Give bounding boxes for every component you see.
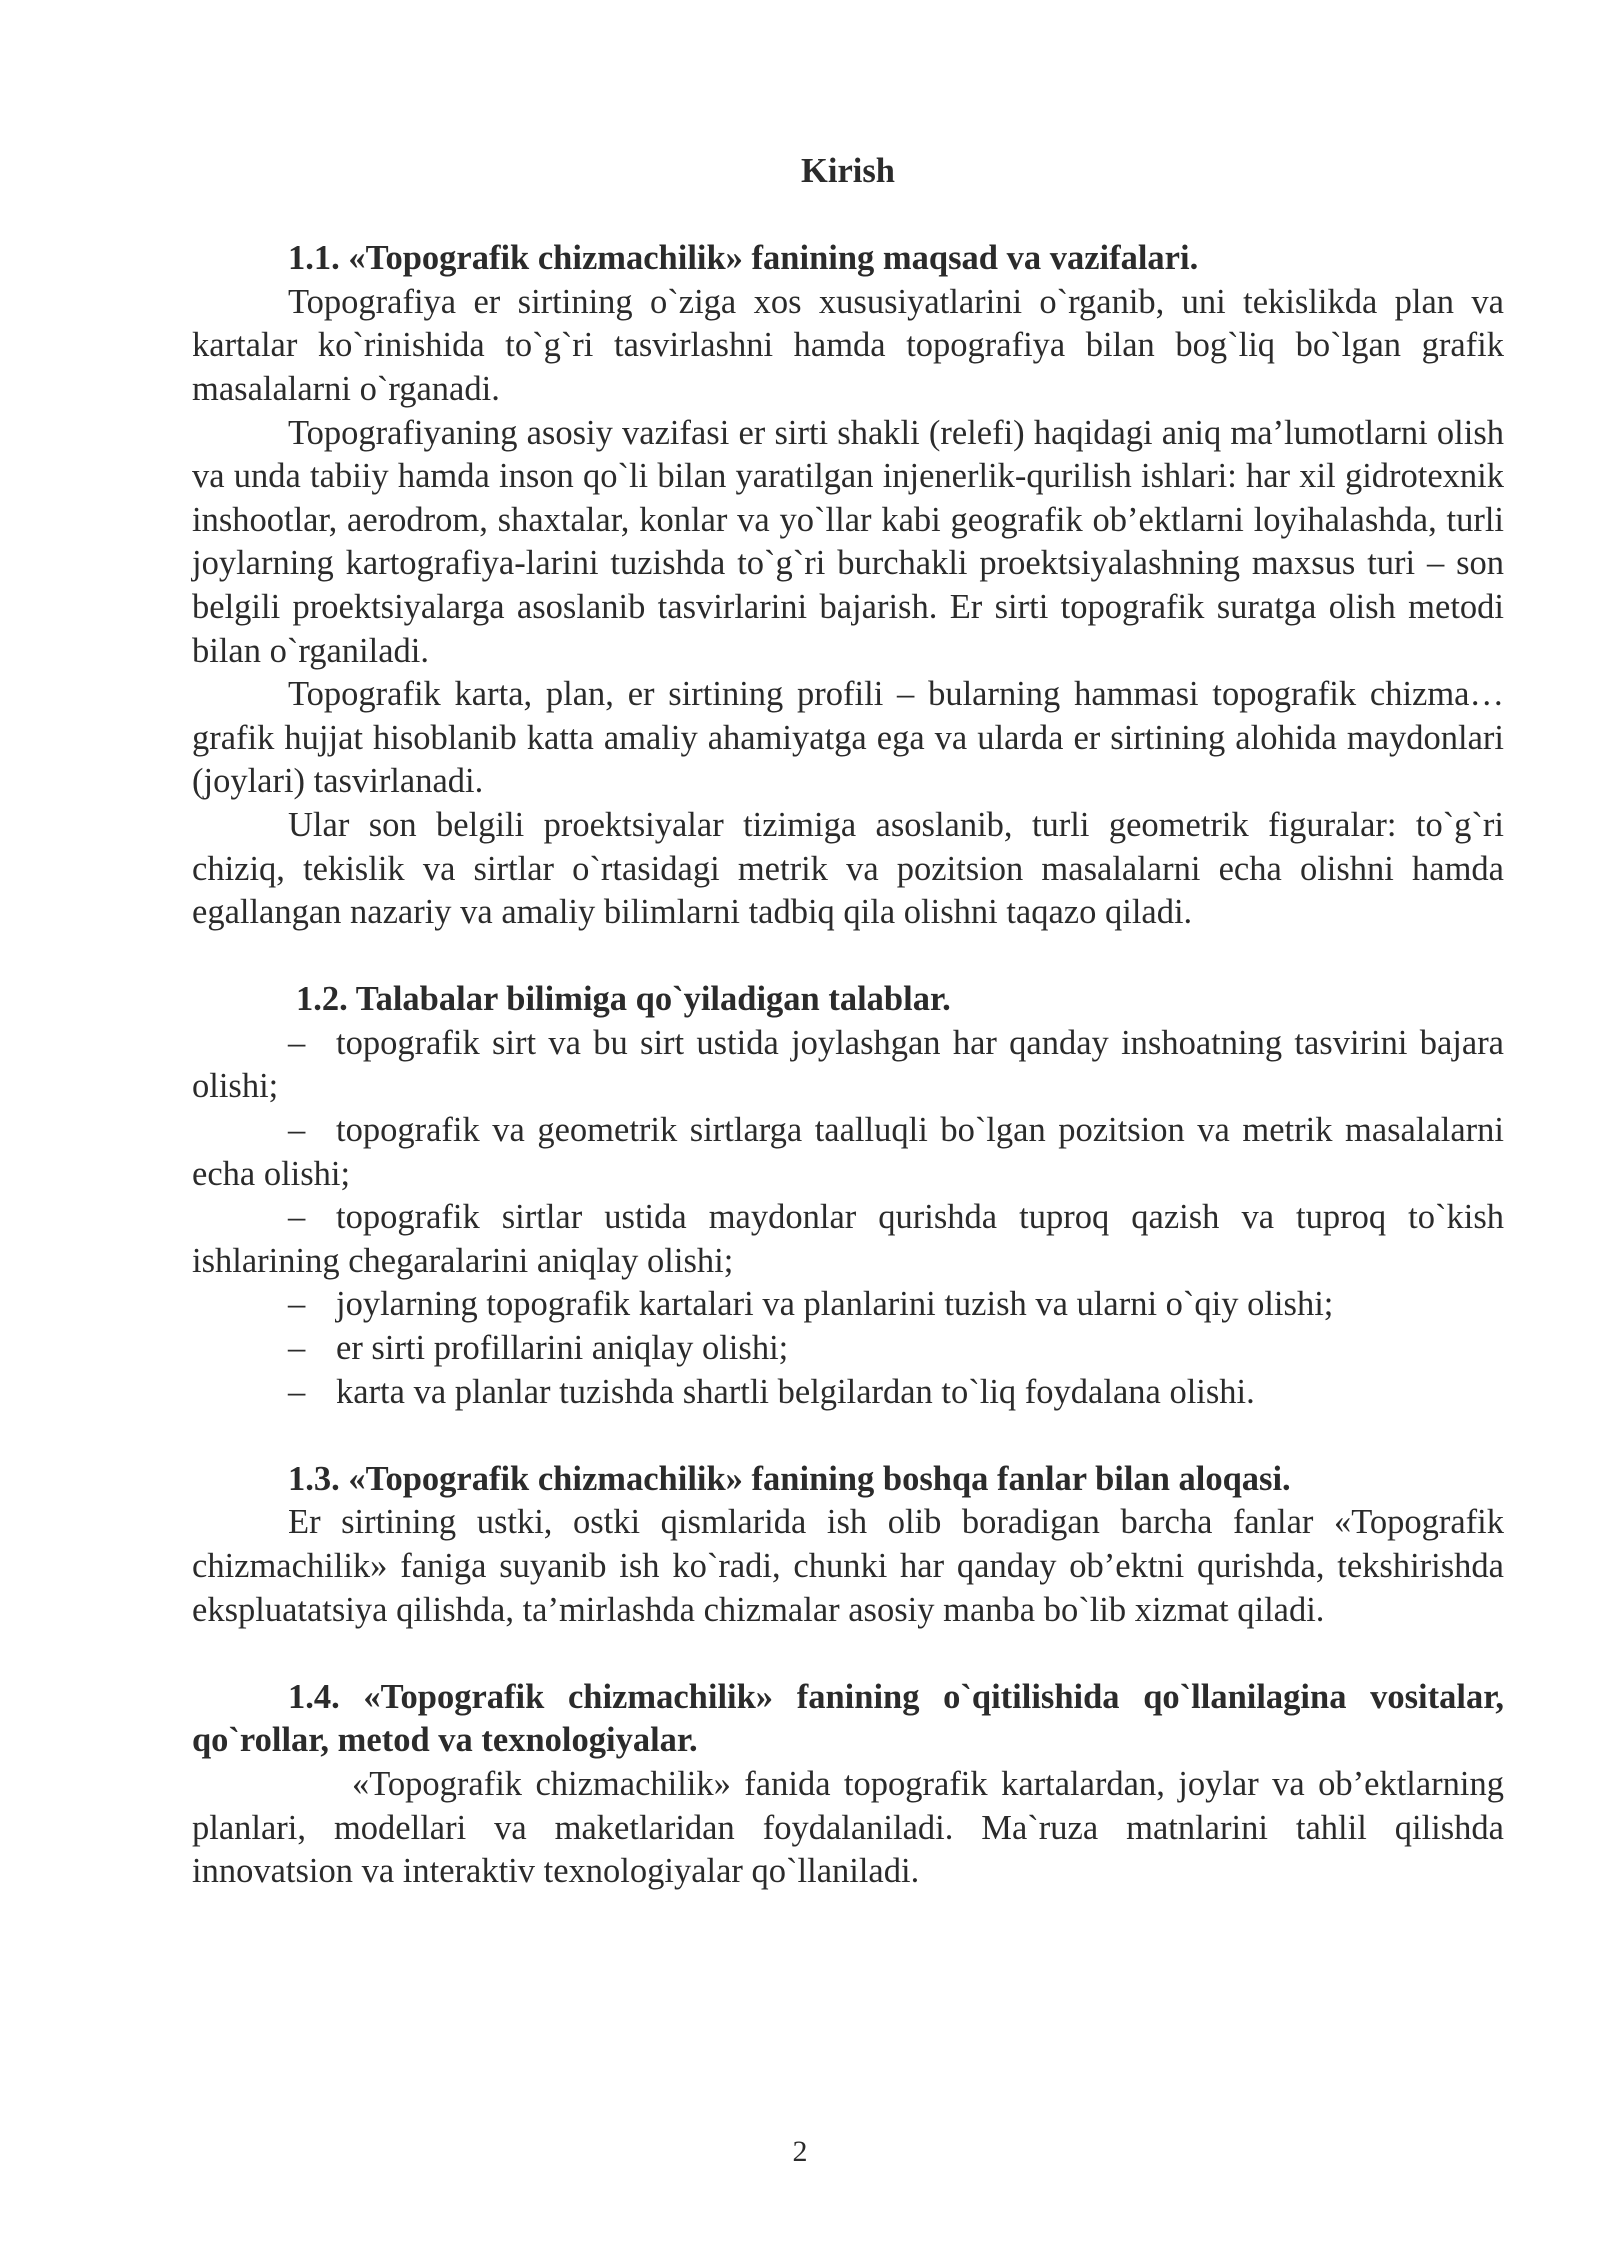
section-heading: 1.4. «Topografik chizmachilik» fanining o`qitilishida qo`llanilagina vositalar, qo`rollar, metod va texnologiyalar. [192,1677,1504,1760]
section-1-3 [192,1458,1504,1632]
paragraph: Topografiyaning asosiy vazifasi er sirti shakli (relefi) haqidagi aniq ma’lumotlarni olish va unda tabiiy hamda inson qo`li bilan yaratilgan injenerlik-qurilish ishlari: har xil gidrotexnik inshootlar, aerodrom, shaxtalar, konlar va yo`llar kabi geografik ob’ektlarni loyihalashda, turli joylarning kartografiya-larini tuzishda to`g`ri burchakli proektsiyalashning maxsus turi – son belgili proektsiyalarga asoslanib tasvirlarini bajarish. Er sirti topografik suratga olish metodi bilan o`rganiladi. [192,413,1504,670]
requirement-item [192,1022,1504,1109]
requirement-text: topografik va geometrik sirtlarga taalluqli bo`lgan pozitsion va metrik masalalarni echa olishi; [192,1111,1504,1193]
document-page [192,150,1504,1937]
requirement-item [192,1196,1504,1283]
page-number: 2 [792,2135,808,2168]
requirement-text: karta va planlar tuzishda shartli belgilardan to`liq foydalana olishi. [336,1372,1255,1411]
paragraph: Ular son belgili proektsiyalar tizimiga asoslanib, turli geometrik figuralar: to`g`ri chiziq, tekislik va sirtlar o`rtasidagi metrik va pozitsion masalalarni echa olishni hamda egallangan nazariy va amaliy bilimlarni tadbiq qila olishni taqazo qiladi. [192,805,1504,932]
requirement-text: topografik sirtlar ustida maydonlar qurishda tuproq qazish va tuproq to`kish ishlarining chegaralarini aniqlay olishi; [192,1198,1504,1280]
paragraph: Er sirtining ustki, ostki qismlarida ish olib boradigan barcha fanlar «Topografik chizmachilik» faniga suyanib ish ko`radi, chunki har qanday ob’ektni qurishda, tekshirishda ekspluatatsiya qilishda, ta’mirlashda chizmalar asosiy manba bo`lib xizmat qiladi. [192,1503,1504,1629]
section-heading: 1.2. Talabalar bilimiga qo`yiladigan talablar. [296,980,951,1019]
dash-bullet: – [288,1285,306,1324]
requirement-text: topografik sirt va bu sirt ustida joylashgan har qanday inshoatning tasvirini bajara olishi; [192,1023,1504,1106]
section-1-1 [192,237,1504,935]
requirement-item [192,1371,1504,1415]
document-title: Kirish [801,152,895,190]
section-1-2 [192,978,1504,1414]
dash-bullet: – [288,1329,306,1368]
requirement-item [192,1283,1504,1327]
paragraph: Topografik karta, plan, er sirtining profili – bularning hammasi topografik chizma… grafik hujjat hisoblanib katta amaliy ahamiyatga ega va ularda er sirtining alohida maydonlari (joylari) tasvirlanadi. [192,675,1504,801]
section-1-4 [192,1676,1504,1894]
dash-bullet: – [288,1023,306,1062]
section-heading: 1.1. «Topografik chizmachilik» fanining maqsad va vazifalari. [288,239,1199,278]
requirement-item [192,1109,1504,1196]
dash-bullet: – [288,1198,306,1237]
paragraph: «Topografik chizmachilik» fanida topografik kartalardan, joylar va ob’ektlarning planlari, modellari va maketlaridan foydalaniladi. Ma`ruza matnlarini tahlil qilishda innovatsion va interaktiv texnologiyalar qo`llaniladi. [192,1764,1504,1891]
dash-bullet: – [288,1372,306,1411]
paragraph: Topografiya er sirtining o`ziga xos xususiyatlarini o`rganib, uni tekislikda plan va kartalar ko`rinishida to`g`ri tasvirlashni hamda topografiya bilan bog`liq bo`lgan grafik masalalarni o`rganadi. [192,282,1504,408]
section-heading: 1.3. «Topografik chizmachilik» fanining boshqa fanlar bilan aloqasi. [288,1459,1291,1498]
requirement-text: er sirti profillarini aniqlay olishi; [336,1329,789,1368]
requirement-item [192,1327,1504,1371]
dash-bullet: – [288,1111,306,1150]
requirement-text: joylarning topografik kartalari va planlarini tuzish va ularni o`qiy olishi; [336,1285,1334,1324]
